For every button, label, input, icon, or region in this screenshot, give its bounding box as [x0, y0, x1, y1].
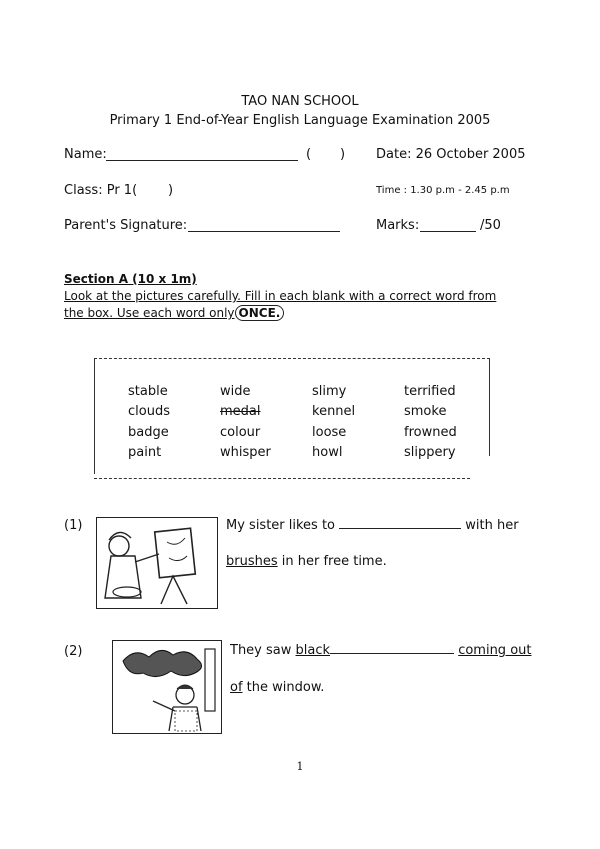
section-a-instruction-1: Look at the pictures carefully. Fill in each blank with a correct word from: [64, 289, 497, 303]
boy-smoke-icon: [113, 641, 221, 733]
instruction-2-text: the box. Use each word only: [64, 306, 235, 320]
question-2-of: of: [230, 680, 243, 695]
class-close: ): [168, 183, 174, 198]
word-kennel: kennel: [312, 404, 356, 419]
question-1-line-1: [226, 518, 519, 533]
word-badge: badge: [128, 425, 169, 440]
question-1-text-a: My sister likes to: [226, 518, 336, 533]
question-1-brushes: brushes: [226, 554, 278, 569]
section-a-instruction-2: [64, 306, 284, 320]
name-paren-open: (: [306, 147, 312, 162]
question-1-blank[interactable]: [339, 528, 461, 529]
word-smoke: smoke: [404, 404, 447, 419]
word-colour: colour: [220, 425, 261, 440]
once-emphasis: ONCE.: [235, 305, 285, 321]
date-label: Date: 26 October 2005: [376, 147, 526, 162]
word-box-right: [489, 358, 490, 456]
page-number: 1: [296, 760, 304, 773]
question-2-coming-out: coming out: [458, 643, 532, 658]
time-label: Time : 1.30 p.m - 2.45 p.m: [376, 185, 510, 196]
word-box-left: [94, 358, 95, 474]
name-paren-close: ): [340, 147, 346, 162]
class-label: Class: Pr 1(: [64, 183, 138, 198]
question-2-text-b: the window.: [246, 680, 325, 695]
question-2-line-2: [230, 680, 324, 695]
word-terrified: terrified: [404, 384, 456, 399]
word-howl: howl: [312, 445, 343, 460]
word-whisper: whisper: [220, 445, 271, 460]
section-a-title: Section A (10 x 1m): [64, 272, 197, 286]
question-1-line-2: [226, 554, 387, 569]
signature-field[interactable]: [188, 231, 340, 232]
word-paint: paint: [128, 445, 162, 460]
school-name: TAO NAN SCHOOL: [241, 94, 359, 109]
word-wide: wide: [220, 384, 251, 399]
question-1-text-b: with her: [465, 518, 519, 533]
marks-field[interactable]: [420, 231, 476, 232]
question-2-text-a: They saw: [230, 643, 292, 658]
word-loose: loose: [312, 425, 347, 440]
word-slimy: slimy: [312, 384, 347, 399]
marks-label: Marks:: [376, 218, 420, 233]
question-2-blank[interactable]: [330, 653, 454, 654]
smoke-illustration: [112, 640, 222, 734]
marks-total: /50: [480, 218, 501, 233]
word-frowned: frowned: [404, 425, 457, 440]
word-stable: stable: [128, 384, 168, 399]
question-2-black: black: [295, 643, 331, 658]
name-field[interactable]: [106, 160, 298, 161]
girl-painting-icon: [97, 518, 217, 608]
signature-label: Parent's Signature:: [64, 218, 188, 233]
question-2-number: (2): [64, 644, 83, 659]
word-box-top: [94, 358, 490, 359]
painting-illustration: [96, 517, 218, 609]
exam-title: Primary 1 End-of-Year English Language Examination 2005: [109, 113, 491, 128]
name-label: Name:: [64, 147, 107, 162]
word-medal: medal: [220, 404, 261, 419]
question-1-text-c: in her free time.: [281, 554, 387, 569]
word-box-bottom: [94, 478, 470, 479]
question-2-line-1: [230, 643, 531, 658]
question-1-number: (1): [64, 518, 83, 533]
word-slippery: slippery: [404, 445, 456, 460]
word-clouds: clouds: [128, 404, 170, 419]
